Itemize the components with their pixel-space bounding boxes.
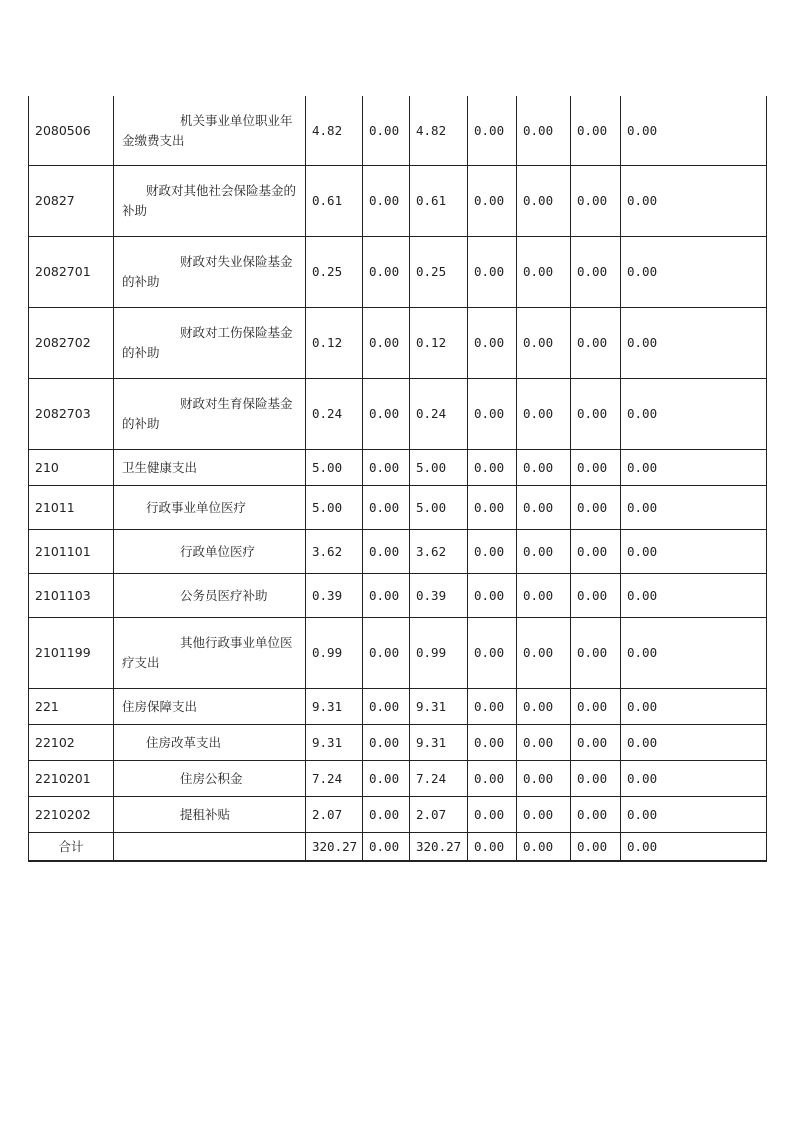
row-value-cell: 0.25 — [410, 237, 468, 308]
row-name-text: 住房改革支出 — [146, 734, 222, 750]
row-value-cell: 0.00 — [468, 689, 517, 725]
row-name-text: 财政对失业保险基金的补助 — [122, 254, 293, 289]
row-name-cell — [114, 797, 306, 833]
row-name-cell — [114, 725, 306, 761]
row-value-cell: 0.00 — [571, 379, 621, 450]
row-value-cell: 0.00 — [468, 450, 517, 486]
row-value-cell: 0.00 — [517, 308, 571, 379]
row-value-cell: 5.00 — [306, 450, 363, 486]
row-name-text: 行政单位医疗 — [180, 543, 256, 559]
row-name-text: 卫生健康支出 — [122, 459, 198, 475]
row-value-cell: 0.00 — [571, 96, 621, 166]
row-value-cell: 0.00 — [621, 166, 767, 237]
row-code-cell: 221 — [29, 689, 114, 725]
table-row — [29, 725, 767, 761]
total-label: 合计 — [29, 833, 114, 862]
row-value-cell: 0.00 — [468, 761, 517, 797]
row-value-cell: 0.00 — [517, 618, 571, 689]
row-code-cell: 2101103 — [29, 574, 114, 618]
row-value-cell: 0.00 — [571, 761, 621, 797]
table-row — [29, 761, 767, 797]
row-value-cell: 2.07 — [306, 797, 363, 833]
row-code-cell: 2080506 — [29, 96, 114, 166]
row-value-cell: 0.00 — [363, 725, 410, 761]
total-name-cell — [114, 833, 306, 862]
row-value-cell: 0.00 — [621, 308, 767, 379]
row-value-cell: 0.00 — [468, 618, 517, 689]
row-value-cell: 9.31 — [410, 725, 468, 761]
row-value-cell: 0.00 — [468, 308, 517, 379]
row-value-cell: 2.07 — [410, 797, 468, 833]
row-value-cell: 0.00 — [621, 689, 767, 725]
row-name-text: 公务员医疗补助 — [180, 587, 268, 603]
row-value-cell: 0.00 — [517, 450, 571, 486]
row-name-cell — [114, 574, 306, 618]
row-value-cell: 0.00 — [468, 486, 517, 530]
row-value-cell: 0.00 — [571, 797, 621, 833]
row-value-cell: 9.31 — [306, 725, 363, 761]
row-value-cell: 0.00 — [517, 530, 571, 574]
row-name-cell — [114, 237, 306, 308]
row-name-cell — [114, 486, 306, 530]
row-name-cell — [114, 166, 306, 237]
row-value-cell: 0.00 — [363, 689, 410, 725]
row-name-text: 财政对生育保险基金的补助 — [122, 396, 293, 431]
row-name-cell — [114, 530, 306, 574]
total-value-cell: 320.27 — [410, 833, 468, 862]
row-value-cell: 0.00 — [363, 166, 410, 237]
table-row — [29, 689, 767, 725]
row-name-text: 住房公积金 — [180, 770, 243, 786]
row-name-text: 住房保障支出 — [122, 698, 198, 714]
row-value-cell: 0.00 — [571, 530, 621, 574]
row-value-cell: 3.62 — [410, 530, 468, 574]
row-value-cell: 0.00 — [571, 450, 621, 486]
row-value-cell: 5.00 — [410, 450, 468, 486]
row-value-cell: 0.00 — [363, 96, 410, 166]
row-value-cell: 0.00 — [571, 725, 621, 761]
row-value-cell: 0.00 — [621, 574, 767, 618]
row-name-text: 财政对其他社会保险基金的补助 — [122, 183, 297, 218]
row-code-cell: 2082703 — [29, 379, 114, 450]
table-row — [29, 486, 767, 530]
row-value-cell: 0.00 — [517, 379, 571, 450]
table-row — [29, 96, 767, 166]
total-value-cell: 320.27 — [306, 833, 363, 862]
row-code-cell: 21011 — [29, 486, 114, 530]
row-value-cell: 0.00 — [621, 237, 767, 308]
total-value-cell: 0.00 — [363, 833, 410, 862]
table-row — [29, 166, 767, 237]
table-body — [29, 96, 767, 861]
budget-table — [28, 96, 767, 862]
row-value-cell: 7.24 — [410, 761, 468, 797]
total-row — [29, 833, 767, 862]
table-row — [29, 379, 767, 450]
row-name-text: 财政对工伤保险基金的补助 — [122, 325, 293, 360]
table-row — [29, 530, 767, 574]
row-value-cell: 0.00 — [517, 486, 571, 530]
row-value-cell: 0.00 — [363, 486, 410, 530]
row-value-cell: 0.00 — [363, 574, 410, 618]
row-value-cell: 0.00 — [468, 530, 517, 574]
row-value-cell: 0.12 — [410, 308, 468, 379]
row-value-cell: 0.61 — [410, 166, 468, 237]
row-value-cell: 0.00 — [468, 797, 517, 833]
row-value-cell: 0.00 — [363, 450, 410, 486]
row-value-cell: 0.25 — [306, 237, 363, 308]
row-name-text: 其他行政事业单位医疗支出 — [122, 635, 293, 670]
row-code-cell: 2210201 — [29, 761, 114, 797]
row-name-cell — [114, 308, 306, 379]
table-row — [29, 450, 767, 486]
row-value-cell: 0.00 — [363, 761, 410, 797]
table-row — [29, 308, 767, 379]
row-value-cell: 0.00 — [517, 96, 571, 166]
row-value-cell: 0.00 — [621, 761, 767, 797]
row-value-cell: 5.00 — [410, 486, 468, 530]
row-value-cell: 0.00 — [363, 379, 410, 450]
row-value-cell: 0.00 — [363, 618, 410, 689]
row-value-cell: 0.00 — [517, 797, 571, 833]
row-code-cell: 2210202 — [29, 797, 114, 833]
row-value-cell: 0.00 — [517, 761, 571, 797]
row-value-cell: 0.00 — [621, 618, 767, 689]
row-value-cell: 5.00 — [306, 486, 363, 530]
row-value-cell: 0.39 — [410, 574, 468, 618]
row-value-cell: 0.00 — [571, 237, 621, 308]
row-value-cell: 0.00 — [621, 797, 767, 833]
row-value-cell: 0.00 — [571, 574, 621, 618]
row-code-cell: 210 — [29, 450, 114, 486]
row-code-cell: 2082701 — [29, 237, 114, 308]
row-value-cell: 4.82 — [410, 96, 468, 166]
row-value-cell: 9.31 — [410, 689, 468, 725]
row-value-cell: 0.00 — [517, 237, 571, 308]
table-row — [29, 237, 767, 308]
row-code-cell: 2082702 — [29, 308, 114, 379]
row-value-cell: 0.00 — [363, 308, 410, 379]
row-value-cell: 0.00 — [571, 486, 621, 530]
table-row — [29, 574, 767, 618]
row-value-cell: 0.00 — [363, 797, 410, 833]
row-value-cell: 0.00 — [621, 530, 767, 574]
row-name-text: 行政事业单位医疗 — [146, 499, 247, 515]
row-code-cell: 2101199 — [29, 618, 114, 689]
row-value-cell: 0.00 — [363, 530, 410, 574]
row-value-cell: 0.24 — [306, 379, 363, 450]
row-name-cell — [114, 761, 306, 797]
row-value-cell: 0.00 — [517, 725, 571, 761]
row-value-cell: 4.82 — [306, 96, 363, 166]
total-value-cell: 0.00 — [468, 833, 517, 862]
row-value-cell: 0.00 — [517, 689, 571, 725]
row-value-cell: 0.00 — [621, 379, 767, 450]
row-value-cell: 9.31 — [306, 689, 363, 725]
row-name-cell — [114, 689, 306, 725]
row-code-cell: 20827 — [29, 166, 114, 237]
row-value-cell: 0.00 — [468, 96, 517, 166]
row-value-cell: 0.99 — [410, 618, 468, 689]
total-value-cell: 0.00 — [517, 833, 571, 862]
row-name-cell — [114, 618, 306, 689]
row-value-cell: 0.00 — [468, 574, 517, 618]
row-value-cell: 3.62 — [306, 530, 363, 574]
row-value-cell: 0.12 — [306, 308, 363, 379]
row-value-cell: 7.24 — [306, 761, 363, 797]
table-row — [29, 618, 767, 689]
row-value-cell: 0.00 — [517, 574, 571, 618]
row-value-cell: 0.00 — [468, 166, 517, 237]
table-row — [29, 797, 767, 833]
row-code-cell: 22102 — [29, 725, 114, 761]
row-value-cell: 0.00 — [571, 308, 621, 379]
row-name-text: 机关事业单位职业年金缴费支出 — [122, 112, 293, 148]
row-value-cell: 0.00 — [468, 379, 517, 450]
row-value-cell: 0.99 — [306, 618, 363, 689]
row-value-cell: 0.00 — [363, 237, 410, 308]
row-name-cell — [114, 96, 306, 166]
row-value-cell: 0.24 — [410, 379, 468, 450]
row-value-cell: 0.00 — [468, 237, 517, 308]
total-value-cell: 0.00 — [571, 833, 621, 862]
row-value-cell: 0.00 — [621, 450, 767, 486]
row-value-cell: 0.00 — [621, 725, 767, 761]
row-value-cell: 0.39 — [306, 574, 363, 618]
row-name-text: 提租补贴 — [180, 806, 231, 822]
total-value-cell: 0.00 — [621, 833, 767, 862]
row-name-cell — [114, 379, 306, 450]
row-name-cell — [114, 450, 306, 486]
row-value-cell: 0.00 — [571, 618, 621, 689]
row-value-cell: 0.00 — [468, 725, 517, 761]
row-value-cell: 0.00 — [571, 689, 621, 725]
row-value-cell: 0.61 — [306, 166, 363, 237]
row-value-cell: 0.00 — [621, 486, 767, 530]
row-code-cell: 2101101 — [29, 530, 114, 574]
row-value-cell: 0.00 — [621, 96, 767, 166]
row-value-cell: 0.00 — [517, 166, 571, 237]
row-value-cell: 0.00 — [571, 166, 621, 237]
